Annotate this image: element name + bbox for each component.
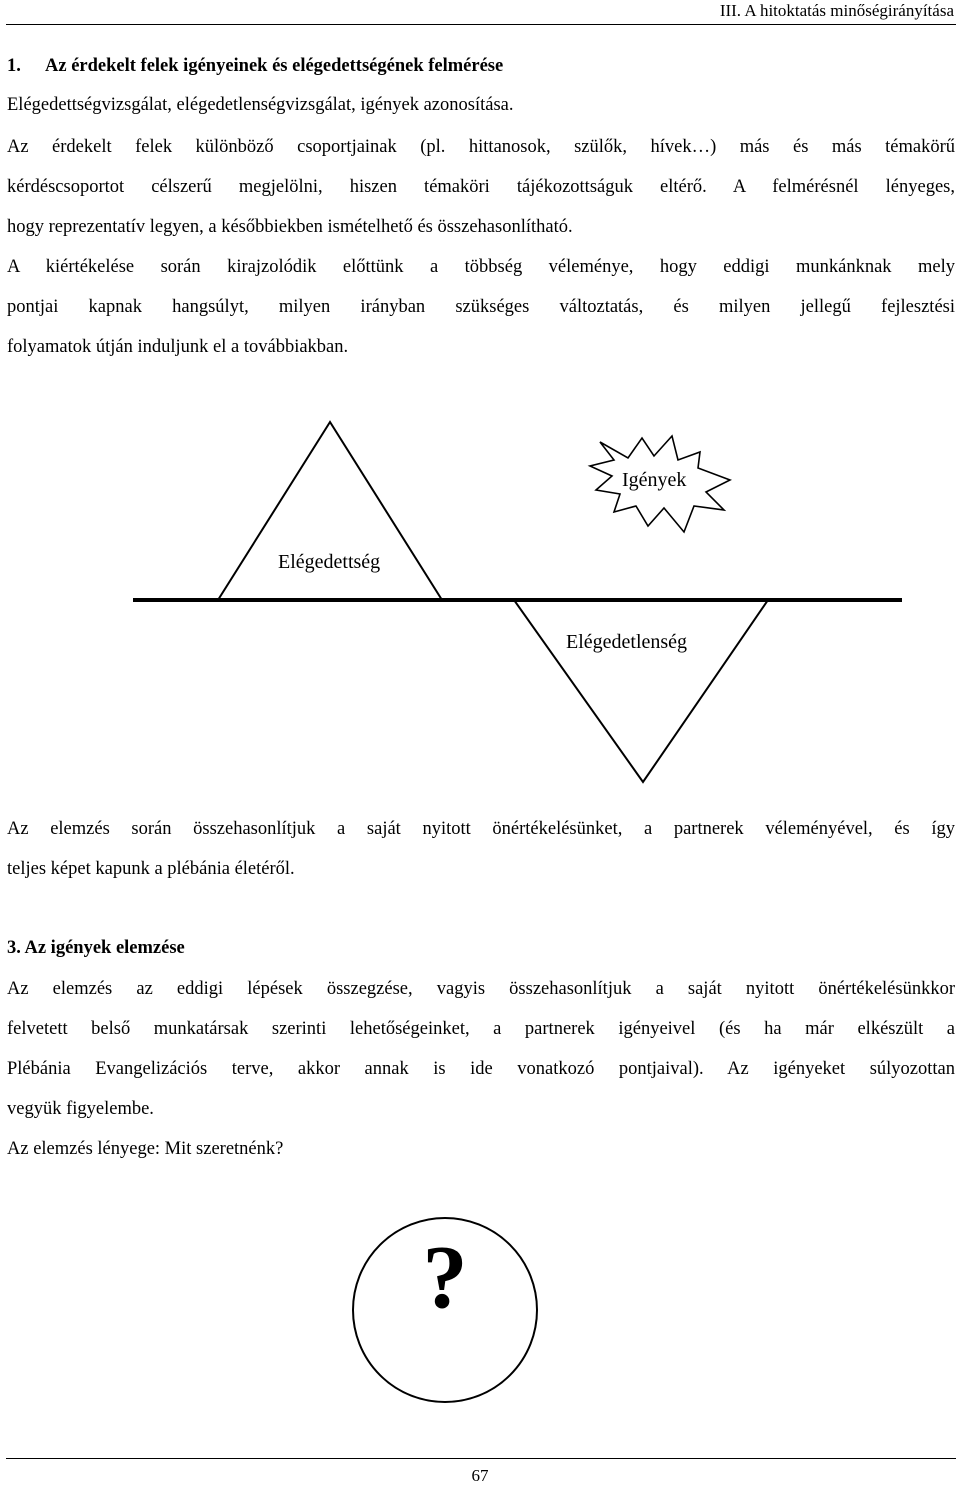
needs-label: Igények xyxy=(622,469,687,491)
section-1-heading xyxy=(7,56,503,77)
running-header: III. A hitoktatás minőségirányítása xyxy=(719,1,954,20)
page-number: 67 xyxy=(471,1466,489,1485)
body-line: hogy reprezentatív legyen, a későbbiekben ismételhető és összehasonlítható. xyxy=(7,217,573,237)
body-line: kérdéscsoportot célszerű megjelölni, hiszen témaköri tájékozottságuk eltérő. A felmérésnél lényeges, xyxy=(7,177,955,197)
section-3-heading: 3. Az igények elemzése xyxy=(7,938,185,958)
body-line: A kiértékelése során kirajzolódik előttünk a többség véleménye, hogy eddigi munkánknak mely xyxy=(7,257,955,277)
footer-rule xyxy=(6,1458,956,1459)
dissatisfaction-triangle xyxy=(514,600,768,782)
body-line: vegyük figyelembe. xyxy=(7,1099,154,1119)
body-line: folyamatok útján induljunk el a továbbiakban. xyxy=(7,337,349,357)
body-line: Az elemzés az eddigi lépések összegzése, vagyis összehasonlítjuk a saját nyitott önértékelésünkkor xyxy=(7,979,955,999)
satisfaction-label: Elégedettség xyxy=(278,551,381,573)
body-line: Elégedettségvizsgálat, elégedetlenségvizsgálat, igények azonosítása. xyxy=(7,95,514,115)
body-line: teljes képet kapunk a plébánia életéről. xyxy=(7,859,295,879)
body-line: Az elemzés során összehasonlítjuk a saját nyitott önértékelésünket, a partnerek véleményével, és így xyxy=(7,819,955,839)
body-line: pontjai kapnak hangsúlyt, milyen irányban szükséges változtatás, és milyen jellegű fejlesztési xyxy=(7,297,955,317)
section-1-title: Az érdekelt felek igényeinek és elégedettségének felmérése xyxy=(45,56,504,76)
body-line: Az érdekelt felek különböző csoportjainak (pl. hittanosok, szülők, hívek…) más és más témakörű xyxy=(7,137,955,157)
body-line: Plébánia Evangelizációs terve, akkor annak is ide vonatkozó pontjaival). Az igényeket súlyozottan xyxy=(7,1059,955,1079)
body-line: felvetett belső munkatársak szerinti lehetőségeinket, a partnerek igényeivel (és ha már elkészült a xyxy=(7,1019,955,1039)
header-rule xyxy=(6,24,956,25)
dissatisfaction-label: Elégedetlenség xyxy=(566,631,688,653)
question-mark: ? xyxy=(422,1228,468,1327)
satisfaction-diagram xyxy=(0,410,960,790)
section-1-number: 1. xyxy=(7,56,21,76)
question-line: Az elemzés lényege: Mit szeretnénk? xyxy=(7,1139,284,1159)
